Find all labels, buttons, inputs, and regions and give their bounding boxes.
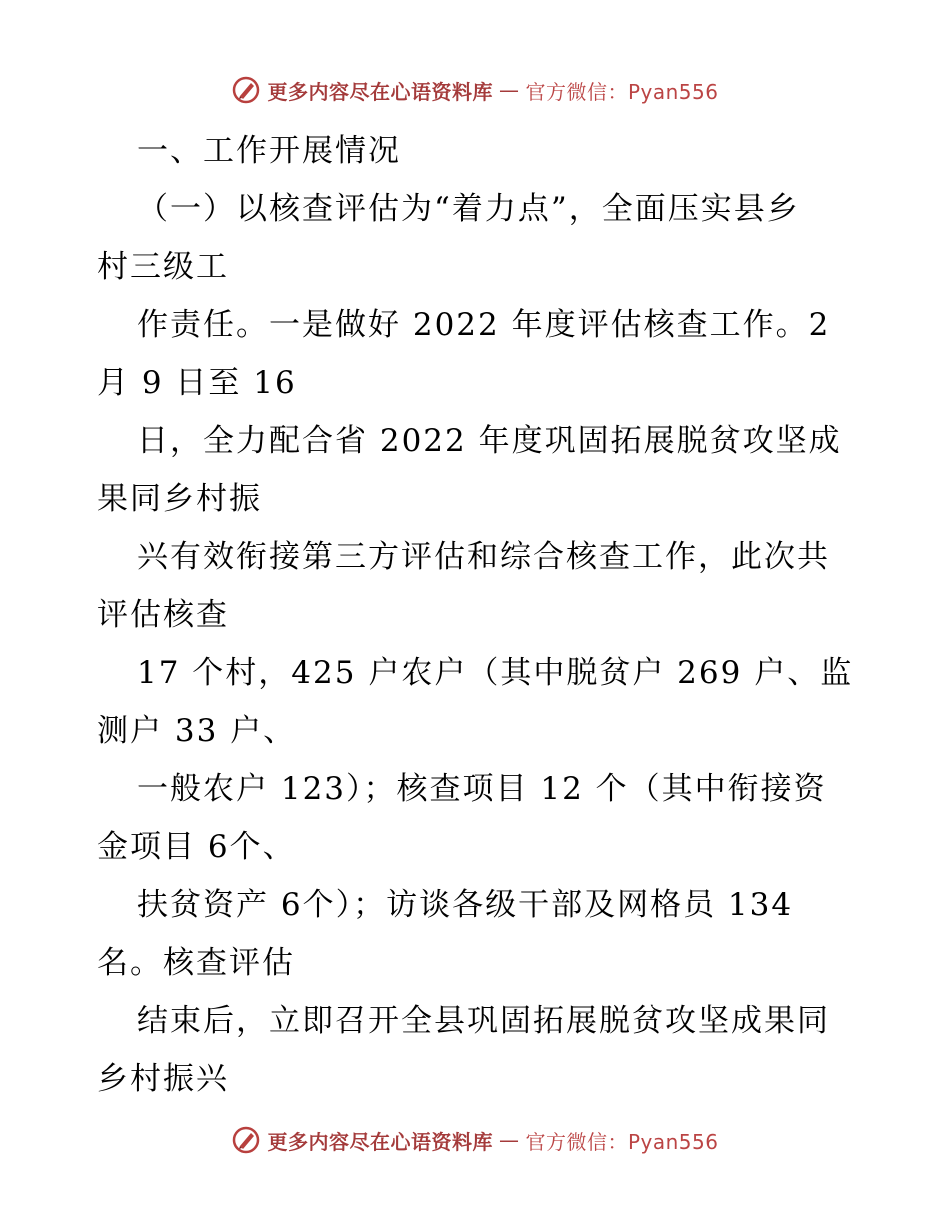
document-line: 作责任。一是做好 2022 年度评估核查工作。2 xyxy=(137,307,831,343)
document-line: 兴有效衔接第三方评估和综合核查工作，此次共 xyxy=(137,539,830,575)
footer-watermark xyxy=(0,1122,950,1158)
watermark-account: 官方微信：Pyan556 xyxy=(525,1129,719,1154)
document-line: 乡村振兴 xyxy=(97,1061,229,1097)
document-line: 一、工作开展情况 xyxy=(137,133,401,169)
document-line: 月 9 日至 16 xyxy=(97,365,297,401)
document-line: 金项目 6个、 xyxy=(97,829,296,865)
header-watermark xyxy=(0,72,950,108)
document-line: 评估核查 xyxy=(97,597,229,633)
watermark-separator: — xyxy=(498,78,520,102)
document-line: 结束后，立即召开全县巩固拓展脱贫攻坚成果同 xyxy=(137,1003,830,1039)
watermark-text: 更多内容尽在心语资料库 xyxy=(267,79,493,104)
document-line: 一般农户 123）；核查项目 12 个（其中衔接资 xyxy=(137,771,827,807)
watermark-text: 更多内容尽在心语资料库 xyxy=(267,1129,493,1154)
document-line: （一）以核查评估为“着力点”，全面压实县乡 xyxy=(137,191,800,227)
pen-seal-icon xyxy=(231,1125,261,1155)
document-line: 果同乡村振 xyxy=(97,481,262,517)
document-line: 名。核查评估 xyxy=(97,945,295,981)
document-line: 17 个村，425 户农户（其中脱贫户 269 户、监 xyxy=(137,655,854,691)
document-line: 村三级工 xyxy=(97,249,229,285)
document-body xyxy=(97,122,857,1108)
document-line: 日，全力配合省 2022 年度巩固拓展脱贫攻坚成 xyxy=(137,423,842,459)
watermark-separator: — xyxy=(498,1128,520,1152)
watermark-account: 官方微信：Pyan556 xyxy=(525,79,719,104)
document-line: 扶贫资产 6个）；访谈各级干部及网格员 134 xyxy=(137,887,794,923)
document-line: 测户 33 户、 xyxy=(97,713,297,749)
pen-seal-icon xyxy=(231,75,261,105)
